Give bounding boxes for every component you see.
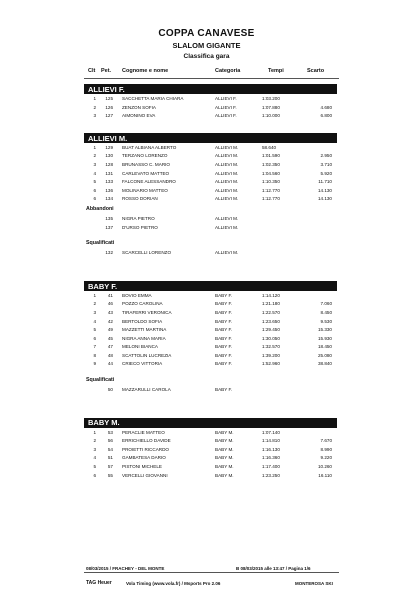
bib-number: 129 (105, 144, 113, 150)
time-gap: 6.800 (320, 113, 332, 119)
col-header-category: Categoria (215, 68, 241, 74)
bib-number: 135 (105, 215, 113, 221)
athlete-name: D'URSO PIETRO (122, 224, 158, 230)
category: BABY F. (215, 318, 233, 324)
race-time: 1:21.180 (262, 301, 280, 307)
result-row (0, 144, 413, 153)
time-gap: 11.710 (318, 179, 332, 185)
footer-date-referees: 08/03/2015 / FRACHEY - DEL MONTE (86, 566, 165, 571)
subsection-header (0, 238, 413, 249)
col-header-name: Cognome e nome (122, 68, 169, 74)
bib-number: 51 (107, 455, 113, 461)
athlete-name: BRUNASSO C. MARIO (122, 161, 170, 167)
category: ALLIEVI M. (215, 179, 239, 185)
result-row (0, 178, 413, 187)
category-label: BABY F. (88, 281, 118, 291)
results-list (0, 83, 413, 480)
bib-number: 42 (107, 318, 113, 324)
athlete-name: MAZZARULLI CAROLA (122, 387, 171, 393)
bib-number: 133 (105, 179, 113, 185)
ranking-subtitle: Classifica gara (183, 53, 230, 60)
event-subtitle: SLALOM GIGANTE (172, 41, 241, 50)
rank: 1 (93, 144, 96, 150)
category: BABY F. (215, 361, 233, 367)
result-row (0, 300, 413, 309)
spacer (0, 406, 413, 417)
bib-number: 130 (105, 153, 113, 159)
rank: 2 (93, 438, 96, 444)
athlete-name: POZZO CAROLINA (122, 301, 163, 307)
race-time: 1:07.140 (262, 429, 280, 435)
category: ALLIEVI M. (215, 170, 239, 176)
category: ALLIEVI M. (215, 224, 239, 230)
spacer (0, 121, 413, 132)
bib-number: 131 (105, 170, 113, 176)
result-row (0, 152, 413, 161)
result-row (0, 326, 413, 335)
athlete-name: FALCONE ALESSANDRO (122, 179, 176, 185)
footer-club: MONTEROSA SKI (295, 580, 333, 586)
result-row (0, 215, 413, 224)
category: BABY M. (215, 438, 234, 444)
time-gap: 14.130 (317, 187, 332, 193)
result-row (0, 463, 413, 472)
athlete-name: TIRAFERRI VERONICA (122, 309, 172, 315)
spacer (0, 269, 413, 280)
rank: 7 (93, 344, 96, 350)
bib-number: 54 (107, 446, 113, 452)
category: ALLIEVI M. (215, 153, 239, 159)
race-time: 1:29.450 (262, 327, 280, 333)
rank: 3 (93, 446, 96, 452)
race-time: 1:52.960 (262, 361, 280, 367)
category: BABY M. (215, 446, 234, 452)
rank: 5 (93, 327, 96, 333)
col-header-bib: Pet. (101, 68, 112, 74)
time-gap: 25.080 (317, 352, 332, 358)
bib-number: 56 (107, 438, 113, 444)
race-time: 1:03.200 (262, 96, 280, 101)
race-time: 1:14.120 (262, 292, 280, 298)
category: BABY F. (215, 344, 233, 350)
time-gap: 9.220 (320, 455, 332, 461)
result-row (0, 360, 413, 369)
athlete-name: BOVIO EMMA (122, 292, 152, 298)
category-band (84, 281, 337, 291)
category: ALLIEVI M. (215, 215, 239, 221)
category-section-header (0, 132, 413, 144)
time-gap: 8.990 (320, 446, 332, 452)
race-time: 1:14.810 (262, 438, 280, 444)
bib-number: 53 (107, 429, 113, 435)
footer-divider (84, 572, 339, 573)
category: ALLIEVI F. (215, 96, 237, 101)
time-gap: 15.930 (317, 335, 332, 341)
athlete-name: TERZANO LORENZO (122, 153, 168, 159)
time-gap: 18.450 (317, 344, 332, 350)
athlete-name: SACCHETTA MARIA CHIARA (122, 96, 184, 101)
result-row (0, 335, 413, 344)
result-row (0, 104, 413, 113)
athlete-name: MOLINARIO MATTEO (122, 187, 168, 193)
result-row (0, 352, 413, 361)
category: ALLIEVI M. (215, 161, 239, 167)
subsection-label: Squalificati (86, 377, 115, 384)
bib-number: 125 (105, 96, 113, 101)
race-time: 1:32.570 (262, 344, 280, 350)
rank: 5 (93, 179, 96, 185)
bib-number: 136 (105, 187, 113, 193)
spacer (0, 395, 413, 406)
category-section-header (0, 83, 413, 95)
athlete-name: PISTONI MICHELE (122, 464, 162, 470)
category: ALLIEVI M. (215, 187, 239, 193)
category: ALLIEVI M. (215, 250, 239, 256)
athlete-name: SCATTOLIN LUCREZIA (122, 352, 172, 358)
race-time: 1:10.000 (262, 113, 280, 119)
rank: 4 (93, 455, 96, 461)
rank: 9 (93, 361, 96, 367)
result-row (0, 161, 413, 170)
category: BABY M. (215, 455, 234, 461)
athlete-name: BUAT ALBIANA ALBERTO (122, 144, 177, 150)
category: ALLIEVI F. (215, 113, 237, 119)
athlete-name: ZENZON SOFIA (122, 104, 156, 110)
rank: 8 (93, 352, 96, 358)
header-divider (84, 78, 339, 79)
athlete-name: MELONI BIANCA (122, 344, 158, 350)
race-time: 1:39.200 (262, 352, 280, 358)
column-headers (0, 68, 413, 78)
result-row (0, 318, 413, 327)
subsection-label: Abbandoni (86, 205, 114, 212)
time-gap: 38.840 (317, 361, 332, 367)
bib-number: 57 (107, 464, 113, 470)
time-gap: 14.130 (317, 196, 332, 202)
footer-print-info: B 08/03/2015 alle 13:47 / Pagina 1/6 (236, 566, 311, 571)
result-row (0, 429, 413, 438)
race-time: 1:01.590 (262, 153, 280, 159)
athlete-name: ERRICHIELLO DAVIDE (122, 438, 171, 444)
time-gap: 2.950 (320, 153, 332, 159)
subsection-label: Squalificati (86, 240, 115, 247)
col-header-gap: Scarto (307, 68, 325, 74)
bib-number: 47 (107, 344, 113, 350)
rank: 1 (93, 429, 96, 435)
time-gap: 5.920 (320, 170, 332, 176)
rank: 2 (93, 153, 96, 159)
category: BABY F. (215, 301, 233, 307)
race-time: 1:16.130 (262, 446, 280, 452)
race-time: 1:23.650 (262, 318, 280, 324)
athlete-name: NIGRA ANNA MARIA (122, 335, 166, 341)
category-label: BABY M. (88, 418, 120, 428)
subsection-header (0, 375, 413, 386)
footer-timing-software: Vola Timing (www.vola.fr) / Msports Pro 2.06 (126, 580, 221, 586)
race-time: 1:12.770 (262, 196, 280, 202)
rank: 6 (93, 187, 96, 193)
rank: 1 (93, 96, 96, 101)
category: BABY F. (215, 387, 233, 393)
category: ALLIEVI M. (215, 196, 239, 202)
race-time: 1:16.360 (262, 455, 280, 461)
athlete-name: ROSSO DORIAN (122, 196, 158, 202)
time-gap: 4.680 (320, 104, 332, 110)
athlete-name: PROIETTI RICCARDO (122, 446, 169, 452)
bib-number: 134 (105, 196, 113, 202)
race-time: 1:12.770 (262, 187, 280, 193)
time-gap: 15.330 (317, 327, 332, 333)
result-row (0, 472, 413, 481)
bib-number: 50 (107, 387, 113, 393)
rank: 5 (93, 464, 96, 470)
athlete-name: CARLEVATO MATTEO (122, 170, 170, 176)
bib-number: 126 (105, 104, 113, 110)
subsection-header (0, 204, 413, 215)
bib-number: 44 (107, 361, 113, 367)
bib-number: 137 (105, 224, 113, 230)
race-time: 1:22.570 (262, 309, 280, 315)
bib-number: 45 (107, 335, 113, 341)
category: BABY M. (215, 429, 234, 435)
category-band (84, 418, 337, 428)
time-gap: 9.530 (320, 318, 332, 324)
category-label: ALLIEVI M. (88, 133, 128, 143)
col-header-time: Tempi (268, 68, 284, 74)
time-gap: 7.670 (320, 438, 332, 444)
athlete-name: BERTOLDO SOFIA (122, 318, 163, 324)
category: BABY M. (215, 472, 234, 478)
category: BABY M. (215, 464, 234, 470)
bib-number: 55 (107, 472, 113, 478)
athlete-name: VERCELLI GIOVANNI (122, 472, 168, 478)
rank: 3 (93, 113, 96, 119)
bib-number: 43 (107, 309, 113, 315)
bib-number: 49 (107, 327, 113, 333)
result-row (0, 187, 413, 196)
athlete-name: SCARCELLI LORENZO (122, 250, 172, 256)
category-section-header (0, 280, 413, 292)
category: BABY F. (215, 292, 233, 298)
race-time: 1:17.400 (262, 464, 280, 470)
category: ALLIEVI F. (215, 104, 237, 110)
bib-number: 48 (107, 352, 113, 358)
result-row (0, 95, 413, 104)
rank: 2 (93, 104, 96, 110)
athlete-name: MAZZETTI MARTINA (122, 327, 167, 333)
result-row (0, 224, 413, 233)
result-row (0, 249, 413, 258)
result-row (0, 112, 413, 121)
time-gap: 16.110 (318, 472, 332, 478)
category: BABY F. (215, 327, 233, 333)
athlete-name: PERACLIE MATTEO (122, 429, 165, 435)
bib-number: 127 (105, 113, 113, 119)
bib-number: 41 (107, 292, 113, 298)
race-time: 1:02.350 (262, 161, 280, 167)
athlete-name: GAMBATESA DARIO (122, 455, 166, 461)
result-row (0, 343, 413, 352)
rank: 1 (93, 292, 96, 298)
athlete-name: NIGRA PIETRO (122, 215, 155, 221)
result-row (0, 292, 413, 301)
category: BABY F. (215, 352, 233, 358)
bib-number: 128 (105, 161, 113, 167)
time-gap: 10.260 (317, 464, 332, 470)
spacer (0, 258, 413, 269)
category: ALLIEVI M. (215, 144, 239, 150)
rank: 6 (93, 472, 96, 478)
rank: 3 (93, 161, 96, 167)
time-gap: 3.710 (320, 161, 332, 167)
time-gap: 7.060 (320, 301, 332, 307)
race-time: 1:30.050 (262, 335, 280, 341)
page-title: COPPA CANAVESE (158, 28, 255, 39)
result-row (0, 195, 413, 204)
rank: 2 (93, 301, 96, 307)
result-row (0, 454, 413, 463)
race-time: 58.640 (262, 144, 277, 150)
category-label: ALLIEVI F. (88, 84, 125, 94)
result-row (0, 446, 413, 455)
tag-heuer-logo: TAG Heuer (86, 580, 112, 586)
race-time: 1:07.880 (262, 104, 280, 110)
col-header-pos: Clt (88, 68, 96, 74)
bib-number: 132 (105, 250, 113, 256)
time-gap: 8.450 (320, 309, 332, 315)
result-row (0, 386, 413, 395)
result-row (0, 170, 413, 179)
rank: 6 (93, 335, 96, 341)
athlete-name: AIMONINO EVA (122, 113, 156, 119)
bib-number: 46 (107, 301, 113, 307)
category: BABY F. (215, 335, 233, 341)
category-section-header (0, 417, 413, 429)
rank: 3 (93, 309, 96, 315)
race-time: 1:04.560 (262, 170, 280, 176)
race-time: 1:10.350 (262, 179, 280, 185)
rank: 4 (93, 170, 96, 176)
rank: 6 (93, 196, 96, 202)
rank: 4 (93, 318, 96, 324)
result-row (0, 437, 413, 446)
result-row (0, 309, 413, 318)
category: BABY F. (215, 309, 233, 315)
race-time: 1:23.250 (262, 472, 280, 478)
athlete-name: CRIECO VITTORIA (122, 361, 163, 367)
